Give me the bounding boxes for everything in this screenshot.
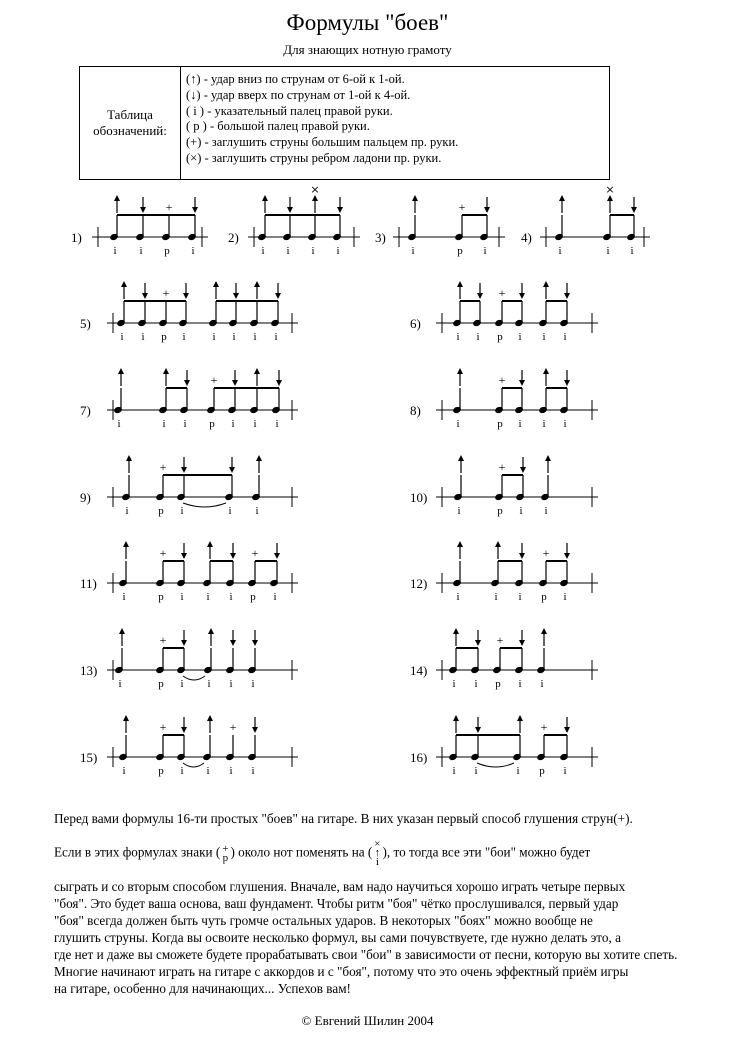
- finger-label: i: [452, 678, 456, 690]
- finger-label: i: [518, 331, 522, 343]
- arrow-up-head: [458, 455, 464, 461]
- page-subtitle: Для знающих нотную грамоту: [283, 42, 452, 57]
- thumb-symbol: ( p ): [186, 119, 207, 134]
- body-text-line: на гитаре, особенно для начинающих... Успехов вам!: [54, 981, 351, 996]
- finger-label: i: [336, 245, 340, 257]
- pattern-label: 12): [410, 576, 428, 591]
- page-title: Формулы "боев": [286, 10, 449, 35]
- finger-label: i: [456, 331, 460, 343]
- arrow-up-head: [457, 368, 463, 374]
- finger-label: i: [494, 591, 498, 603]
- finger-label: i: [255, 505, 259, 517]
- finger-label: i: [180, 505, 184, 517]
- arrow-up-head: [495, 541, 501, 547]
- pattern-label: 3): [375, 230, 386, 245]
- finger-label: i: [231, 418, 235, 430]
- finger-label: p: [158, 678, 164, 690]
- pattern-label: 5): [80, 316, 91, 331]
- arrow-down-stroke-icon: (↑): [186, 72, 201, 86]
- arrow-up-head: [453, 628, 459, 634]
- arrow-down-head: [275, 293, 281, 299]
- plus-sign: +: [222, 842, 229, 855]
- arrow-down-head: [230, 640, 236, 646]
- finger-label: p: [495, 678, 501, 690]
- pattern-label: 8): [410, 403, 421, 418]
- arrow-up-head: [545, 455, 551, 461]
- arrow-up-head: [517, 715, 523, 721]
- arrow-down-head: [184, 380, 190, 386]
- cross-mute-icon: ×: [605, 183, 615, 196]
- plus-mute-icon: +: [159, 460, 167, 474]
- finger-label: i: [191, 245, 195, 257]
- finger-label: i: [229, 765, 233, 777]
- arrow-up-head: [453, 715, 459, 721]
- finger-label: p: [158, 765, 164, 777]
- cross-mute-icon: (×): [186, 150, 202, 165]
- finger-label: i: [563, 331, 567, 343]
- body-text-line: глушить струны. Когда вы освоите несколько формул, вы сами почувствуете, где нужно делать это, а: [54, 930, 621, 945]
- finger-label: i: [228, 505, 232, 517]
- plus-mute-icon: (+): [186, 135, 202, 150]
- finger-label: p: [250, 591, 256, 603]
- pattern-label: 11): [80, 576, 97, 591]
- arrow-up-head: [163, 368, 169, 374]
- plus-mute-icon: +: [542, 546, 550, 560]
- finger-label: i: [118, 678, 122, 690]
- finger-label: i: [474, 765, 478, 777]
- finger-label: i: [483, 245, 487, 257]
- arrow-down-head: [631, 207, 637, 213]
- finger-label: i: [273, 591, 277, 603]
- legend-row-text: - удар вверх по струнам от 1-ой к 4-ой.: [200, 87, 411, 102]
- arrow-up-head: [541, 628, 547, 634]
- finger-label: p: [164, 245, 170, 257]
- arrow-down-head: [475, 640, 481, 646]
- finger-label: i: [518, 678, 522, 690]
- finger-label: i: [563, 765, 567, 777]
- copyright-footer: © Евгений Шилин 2004: [301, 1013, 434, 1028]
- finger-label: i: [563, 418, 567, 430]
- cross-sign: ×: [374, 838, 381, 850]
- finger-label: i: [120, 331, 124, 343]
- arrow-up-head: [262, 195, 268, 201]
- legend-row-text: - указательный палец правой руки.: [204, 103, 393, 118]
- legend-label-line2: обозначений:: [93, 123, 167, 138]
- finger-label: i: [516, 765, 520, 777]
- body-text-line: "боя" всегда должен быть чуть громче остальных ударов. В некоторых "боях" можно вообще не: [54, 913, 593, 928]
- body-text-fragment: ), то тогда все эти "бои" можно будет: [382, 844, 591, 860]
- body-text-line: где нет и даже вы сможете будете прорабатывать свои "бои" в зависимости от песни, которую вы хотите спеть.: [54, 947, 678, 962]
- finger-label: i: [274, 331, 278, 343]
- finger-label: i: [452, 765, 456, 777]
- finger-label: i: [474, 678, 478, 690]
- arrow-down-head: [519, 380, 525, 386]
- finger-label: p: [158, 505, 164, 517]
- arrow-down-head: [229, 467, 235, 473]
- pattern-label: 1): [71, 230, 82, 245]
- arrow-up-head: [457, 281, 463, 287]
- arrow-down-head: [181, 727, 187, 733]
- body-text-line: Перед вами формулы 16-ти простых "боев" на гитаре. В них указан первый способ глушения струн(+).: [54, 811, 633, 826]
- finger-label: i: [162, 418, 166, 430]
- arrow-down-head: [337, 207, 343, 213]
- arrow-down-head: [252, 640, 258, 646]
- pattern-label: 2): [228, 230, 239, 245]
- finger-label: i: [141, 331, 145, 343]
- pattern-label: 7): [80, 403, 91, 418]
- arrow-down-head: [477, 293, 483, 299]
- arrow-up-stroke-icon: (↓): [186, 87, 201, 102]
- finger-label: p: [497, 418, 503, 430]
- finger-label: p: [497, 331, 503, 343]
- finger-label: p: [158, 591, 164, 603]
- legend-row-text: - удар вниз по струнам от 6-ой к 1-ой.: [200, 72, 405, 86]
- arrow-up-head: [256, 455, 262, 461]
- finger-label: i: [518, 591, 522, 603]
- finger-label: i: [563, 591, 567, 603]
- finger-label: i: [253, 331, 257, 343]
- arrow-up-head: [121, 281, 127, 287]
- pattern-label: 10): [410, 490, 428, 505]
- arrow-up-head: [559, 195, 565, 201]
- finger-label: p: [541, 591, 547, 603]
- finger-label: i: [456, 591, 460, 603]
- finger-label: i: [251, 678, 255, 690]
- arrow-down-head: [181, 553, 187, 559]
- finger-label: p: [457, 245, 463, 257]
- finger-label: i: [606, 245, 610, 257]
- arrow-down-head: [519, 640, 525, 646]
- finger-label: p: [209, 418, 215, 430]
- finger-label: i: [253, 418, 257, 430]
- arrow-up-head: [118, 368, 124, 374]
- cross-mute-icon: ×: [310, 183, 320, 196]
- pattern-label: 4): [521, 230, 532, 245]
- plus-mute-icon: +: [251, 546, 259, 560]
- finger-label: i: [286, 245, 290, 257]
- plus-mute-icon: +: [498, 286, 506, 300]
- arrow-down-head: [519, 553, 525, 559]
- finger-label: i: [540, 678, 544, 690]
- finger-label: i: [229, 591, 233, 603]
- pattern-label: 14): [410, 663, 428, 678]
- finger-label: i: [182, 331, 186, 343]
- arrow-up-head: [543, 368, 549, 374]
- plus-mute-icon: +: [540, 720, 548, 734]
- pattern-label: 15): [80, 750, 98, 765]
- arrow-down-head: [274, 553, 280, 559]
- arrow-down-head: [519, 293, 525, 299]
- arrow-down-head: [520, 467, 526, 473]
- arrow-down-head: [233, 293, 239, 299]
- arrow-up-head: [208, 628, 214, 634]
- tie-arc: [183, 763, 204, 767]
- finger-label: p: [161, 331, 167, 343]
- finger-label: p: [497, 505, 503, 517]
- finger-label: i: [125, 505, 129, 517]
- finger-label: i: [212, 331, 216, 343]
- finger-label: p: [539, 765, 545, 777]
- p-letter: p: [222, 851, 229, 864]
- arrow-down-head: [192, 207, 198, 213]
- pattern-label: 6): [410, 316, 421, 331]
- arrow-down-head: [181, 467, 187, 473]
- finger-label: i: [206, 765, 210, 777]
- arrow-up-head: [213, 281, 219, 287]
- arrow-down-head: [142, 293, 148, 299]
- arrow-down-head: [230, 553, 236, 559]
- plus-mute-icon: +: [162, 286, 170, 300]
- arrow-up-head: [126, 455, 132, 461]
- arrow-down-head: [140, 207, 146, 213]
- arrow-down-head: [181, 640, 187, 646]
- plus-mute-icon: +: [229, 720, 237, 734]
- finger-label: i: [630, 245, 634, 257]
- index-finger-symbol: ( i ): [186, 103, 205, 118]
- arrow-down-head: [232, 380, 238, 386]
- plus-mute-icon: +: [458, 200, 466, 214]
- i-letter: i: [375, 856, 379, 868]
- arrow-down-head: [287, 207, 293, 213]
- tie-arc: [477, 763, 514, 767]
- cross-arrow-i-symbol: [374, 840, 380, 867]
- finger-label: i: [558, 245, 562, 257]
- arrow-up-head: [123, 541, 129, 547]
- finger-label: i: [275, 418, 279, 430]
- plus-mute-icon: +: [210, 373, 218, 387]
- plus-mute-icon: +: [498, 460, 506, 474]
- plus-mute-icon: +: [159, 633, 167, 647]
- plus-mute-icon: +: [498, 373, 506, 387]
- arrow-up-head: [119, 628, 125, 634]
- pattern-label: 16): [410, 750, 428, 765]
- body-text-line: Многие начинают играть на гитаре с аккордов и с "боя", потому что это очень эффектный приём игры: [54, 964, 629, 979]
- finger-label: i: [456, 418, 460, 430]
- pattern-label: 9): [80, 490, 91, 505]
- plus-mute-icon: +: [159, 546, 167, 560]
- arrow-up-head: [207, 715, 213, 721]
- finger-label: i: [122, 765, 126, 777]
- finger-label: i: [232, 331, 236, 343]
- finger-label: i: [411, 245, 415, 257]
- arrow-up-head: [207, 541, 213, 547]
- arrow-down-head: [484, 207, 490, 213]
- pattern-label: 13): [80, 663, 98, 678]
- finger-label: i: [229, 678, 233, 690]
- plus-p-symbol: [222, 842, 229, 864]
- finger-label: i: [261, 245, 265, 257]
- arrow-down-head: [183, 293, 189, 299]
- arrow-up-head: [114, 195, 120, 201]
- legend-row-text: - большой палец правой руки.: [206, 119, 370, 134]
- finger-label: i: [206, 591, 210, 603]
- arrow-down-head: [252, 727, 258, 733]
- tie-arc: [183, 503, 226, 507]
- finger-label: i: [457, 505, 461, 517]
- finger-label: i: [122, 591, 126, 603]
- arrow-down-head: [276, 380, 282, 386]
- arrow-up-head: [412, 195, 418, 201]
- finger-label: i: [139, 245, 143, 257]
- arrow-up-head: [123, 715, 129, 721]
- finger-label: i: [518, 418, 522, 430]
- legend-row-text: - заглушить струны большим пальцем пр. руки.: [201, 135, 459, 150]
- arrow-up-head: [543, 281, 549, 287]
- finger-label: i: [251, 765, 255, 777]
- finger-label: i: [544, 505, 548, 517]
- finger-label: i: [542, 331, 546, 343]
- arrow-down-head: [564, 553, 570, 559]
- tie-arc: [183, 676, 205, 680]
- plus-mute-icon: +: [159, 720, 167, 734]
- arrow-up-icon: ↑: [374, 847, 381, 859]
- arrow-up-head: [457, 541, 463, 547]
- finger-label: i: [180, 765, 184, 777]
- arrow-up-head: [254, 368, 260, 374]
- finger-label: i: [519, 505, 523, 517]
- finger-label: i: [476, 331, 480, 343]
- body-text-line: сыграть и со вторым способом глушения. Вначале, вам надо научиться хорошо играть четыре первых: [54, 879, 626, 894]
- finger-label: i: [117, 418, 121, 430]
- finger-label: i: [207, 678, 211, 690]
- finger-label: i: [311, 245, 315, 257]
- plus-mute-icon: +: [165, 200, 173, 214]
- finger-label: i: [113, 245, 117, 257]
- body-text-fragment: Если в этих формулах знаки (: [54, 844, 221, 860]
- arrow-down-head: [564, 293, 570, 299]
- finger-label: i: [183, 418, 187, 430]
- legend-label-line1: Таблица: [107, 107, 153, 122]
- legend-row-text: - заглушить струны ребром ладони пр. руки.: [201, 150, 442, 165]
- body-text-fragment: ) около нот поменять на (: [230, 844, 373, 860]
- finger-label: i: [542, 418, 546, 430]
- finger-label: i: [180, 591, 184, 603]
- finger-label: i: [180, 678, 184, 690]
- body-text-line: "боя". Это будет ваша основа, ваш фундамент. Чтобы ритм "боя" чётко прослушивался, первый удар: [54, 896, 619, 911]
- arrow-up-head: [254, 281, 260, 287]
- plus-mute-icon: +: [496, 633, 504, 647]
- arrow-down-head: [475, 727, 481, 733]
- arrow-down-head: [564, 380, 570, 386]
- arrow-down-head: [564, 727, 570, 733]
- body-text-line: [54, 840, 590, 867]
